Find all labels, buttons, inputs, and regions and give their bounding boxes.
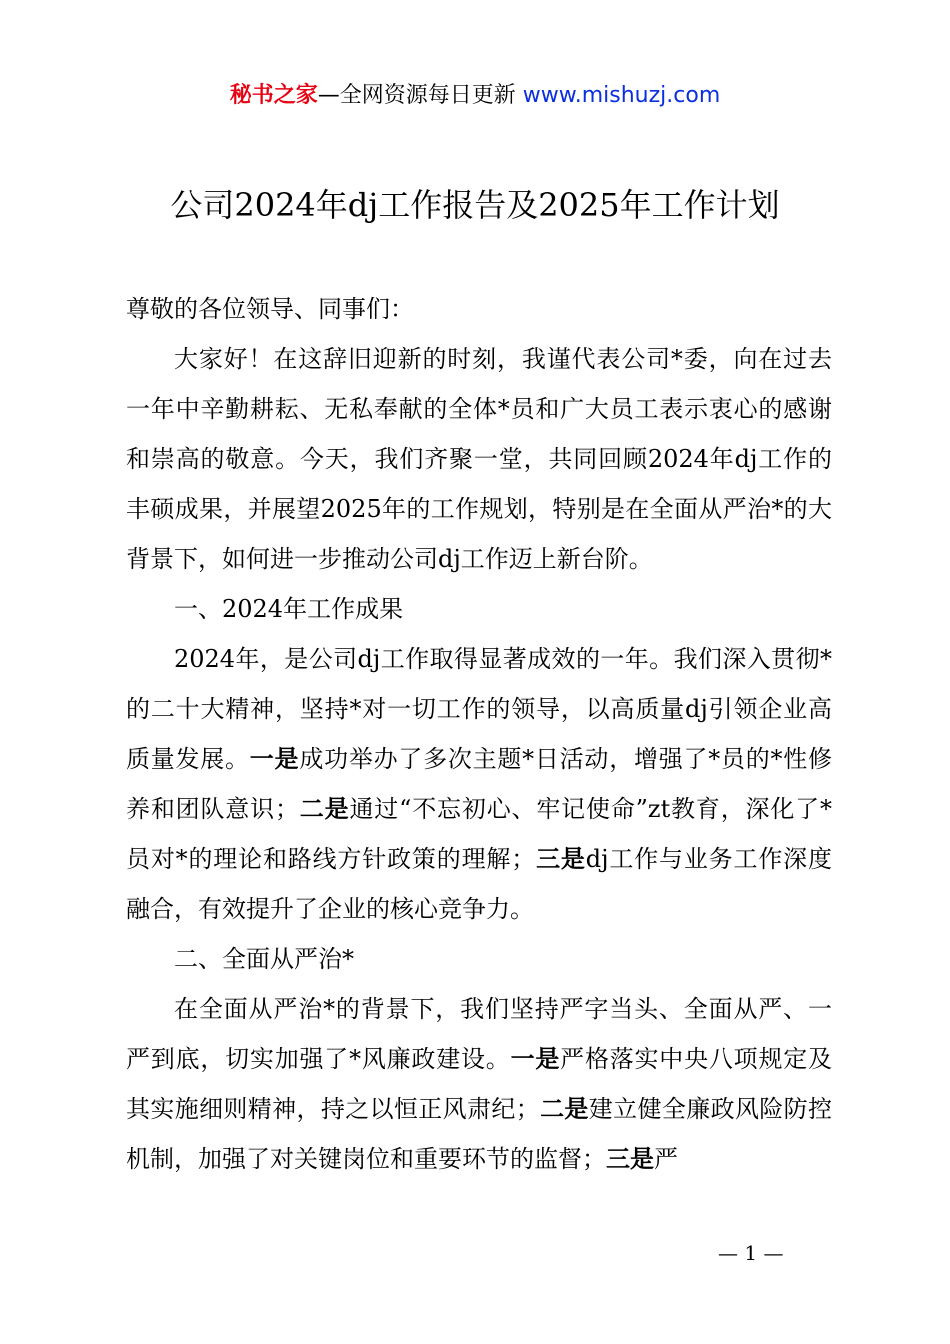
section1-point1: 成功举办了多次主题*日活动，增强了*员的*性修养和团队意识； [126,745,833,823]
section2-point3: 严 [654,1145,678,1173]
intro-paragraph: 大家好！在这辞旧迎新的时刻，我谨代表公司*委，向在过去一年中辛勤耕耘、无私奉献的全体*员和广大员工表示衷心的感谢和崇高的敬意。今天，我们齐聚一堂，共同回顾2024年dj工作的丰硕成果，并展望2025年的工作规划，特别是在全面从严治*的大背景下，如何进一步推动公司dj工作迈上新台阶。 [126,345,832,573]
section2-lead: 在全面从严治*的背景下，我们坚持严字当头、全面从严、一严到底，切实加强了*风廉政建设。 [126,995,832,1073]
keyword-first: 一是 [510,1044,561,1073]
section1-heading: 一、2024年工作成果 [174,595,404,623]
site-header [0,80,950,112]
page-number: — 1 — [718,1241,784,1265]
section2-point1: 严格落实中央八项规定及其实施细则精神，持之以恒正风肃纪； [126,1045,833,1123]
section1-point2: 通过“不忘初心、牢记使命”zt教育，深化了*员对*的理论和路线方针政策的理解； [126,795,833,873]
section2-heading: 二、全面从严治* [174,945,354,973]
keyword-third: 三是 [535,844,586,873]
header-tagline: —全网资源每日更新 [317,83,523,108]
keyword-third: 三是 [606,1144,654,1173]
site-url-link[interactable]: www.mishuzj.com [522,83,721,108]
section1-point3: dj工作与业务工作深度融合，有效提升了企业的核心竞争力。 [126,845,832,923]
section1-paragraph [126,634,832,934]
brand-name: 秘书之家 [229,83,318,108]
section2-point2: 建立健全廉政风险防控机制，加强了对关键岗位和重要环节的监督； [126,1095,833,1173]
section2-paragraph [126,984,832,1184]
salutation: 尊敬的各位领导、同事们： [126,295,414,323]
keyword-first: 一是 [249,744,300,773]
keyword-second: 二是 [539,1094,589,1123]
section1-lead: 2024年，是公司dj工作取得显著成效的一年。我们深入贯彻*的二十大精神，坚持*对一切工作的领导，以高质量dj引领企业高质量发展。 [126,645,832,773]
document-body [126,284,832,1184]
document-title: 公司2024年dj工作报告及2025年工作计划 [170,186,780,224]
keyword-second: 二是 [298,794,350,823]
